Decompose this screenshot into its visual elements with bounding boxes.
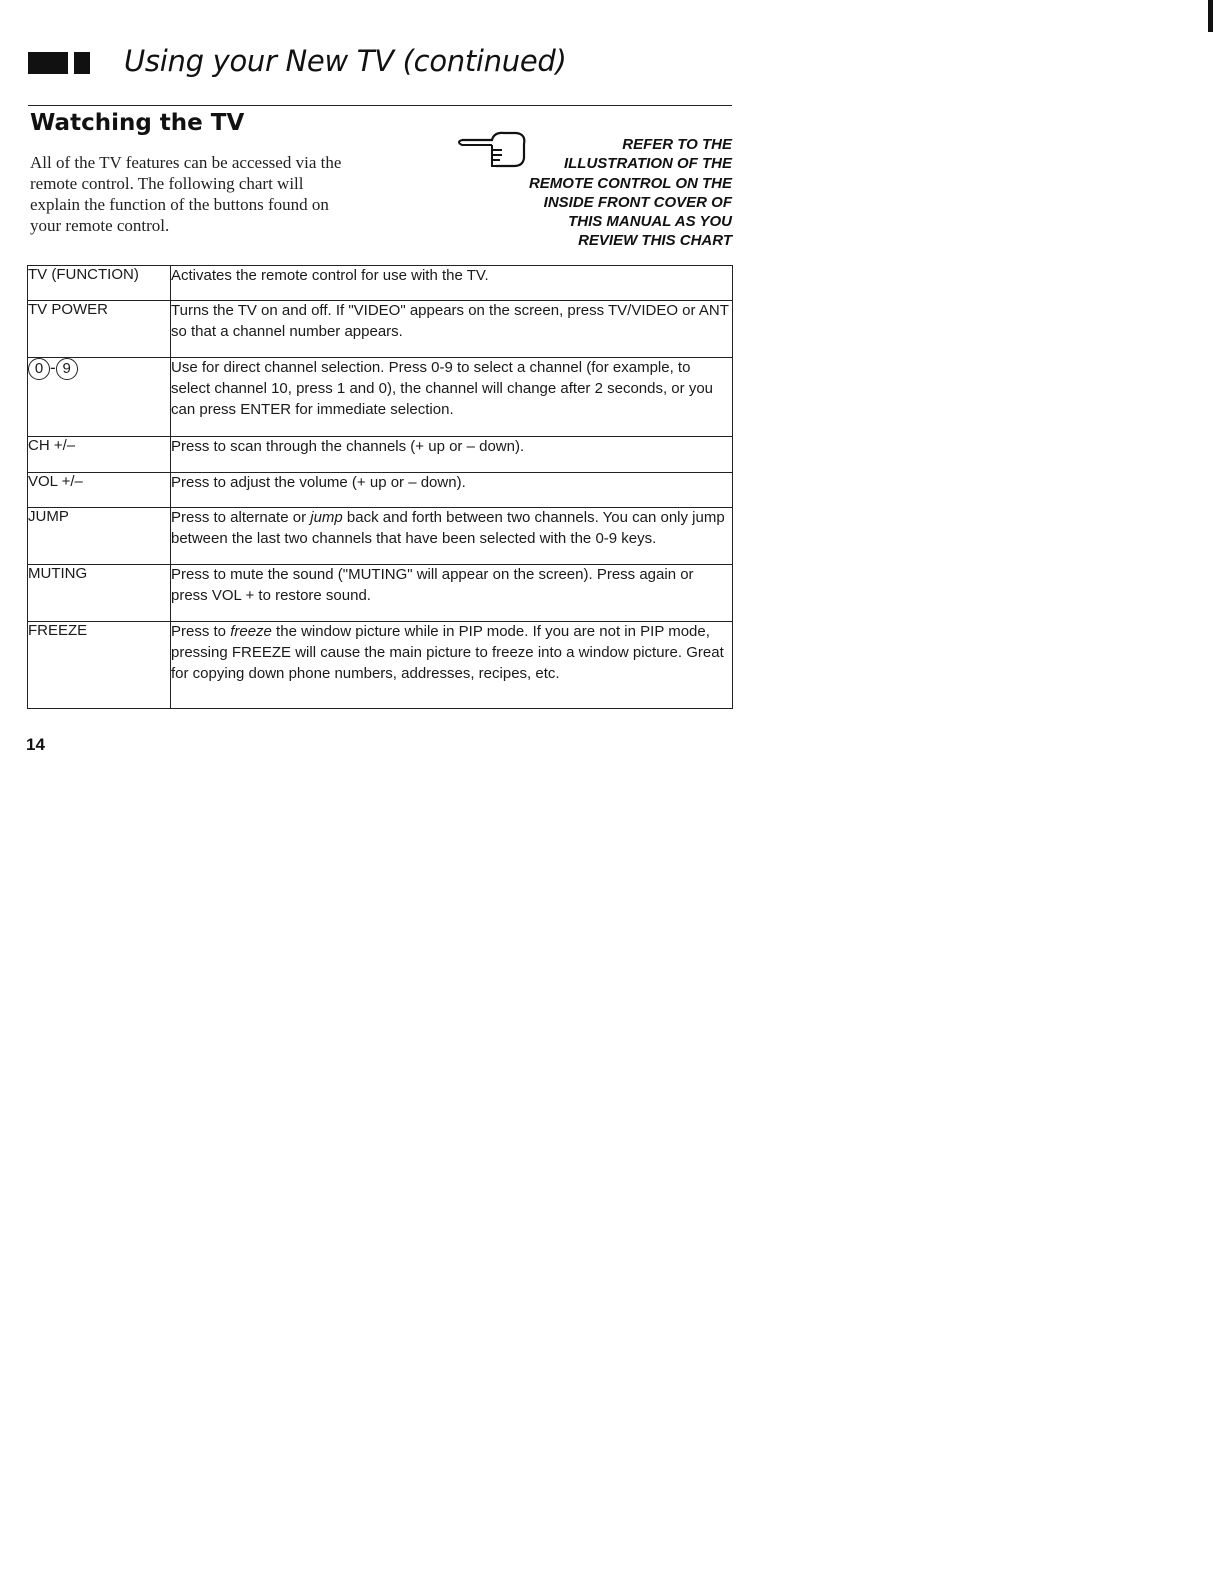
- note-line: THIS MANUAL AS YOU: [568, 213, 732, 231]
- table-row: [28, 473, 733, 508]
- table-row: [28, 266, 733, 301]
- table-row: [28, 301, 733, 358]
- button-name: VOL +/–: [28, 473, 171, 508]
- button-name: JUMP: [28, 508, 171, 565]
- intro-line: All of the TV features can be accessed via the: [30, 153, 342, 172]
- page-header-title: Using your New TV (continued): [124, 44, 567, 78]
- button-description: Use for direct channel selection. Press 0-9 to select a channel (for example, to select channel 10, press 1 and 0), the channel will change after 2 seconds, or you can press ENTER for immediate selection.: [171, 358, 733, 437]
- section-title: Watching the TV: [30, 110, 245, 136]
- digit-range-separator: -: [50, 358, 56, 377]
- desc-text: Press to alternate or: [171, 509, 311, 526]
- desc-text: back and forth between two channels. You can only jump between the last two channels that have been selected with the 0-9 keys.: [171, 509, 725, 547]
- note-line: ILLUSTRATION OF THE: [563, 155, 732, 173]
- marker-block-small: [74, 52, 90, 74]
- table-row: [28, 437, 733, 473]
- table-row: [28, 565, 733, 622]
- scan-edge-mark: [1208, 0, 1213, 32]
- button-name: [28, 358, 171, 437]
- note-line: REVIEW THIS CHART: [578, 232, 732, 250]
- button-name: TV POWER: [28, 301, 171, 358]
- table-row: [28, 508, 733, 565]
- intro-line: explain the function of the buttons found on: [30, 195, 329, 214]
- desc-text: the window picture while in PIP mode. If you are not in PIP mode, pressing FREEZE will cause the main picture to freeze into a window picture. Great for copying down phone numbers, addresses, recipes, etc.: [171, 623, 724, 682]
- note-line: INSIDE FRONT COVER OF: [543, 193, 732, 211]
- header-rule: [28, 105, 732, 106]
- button-description: Press to scan through the channels (+ up or – down).: [171, 437, 733, 473]
- marker-block-large: [28, 52, 68, 74]
- table-row: [28, 358, 733, 437]
- intro-paragraph: [30, 152, 410, 236]
- table-row: [28, 622, 733, 709]
- button-description: Press to adjust the volume (+ up or – down).: [171, 473, 733, 508]
- remote-buttons-table: [27, 265, 733, 709]
- page-number: 14: [26, 735, 45, 754]
- button-name: MUTING: [28, 565, 171, 622]
- button-description: Press to mute the sound ("MUTING" will appear on the screen). Press again or press VOL + to restore sound.: [171, 565, 733, 622]
- digit-0-icon: 0: [28, 358, 50, 380]
- note-line: REMOTE CONTROL ON THE: [528, 174, 732, 192]
- button-description: [171, 508, 733, 565]
- button-name: FREEZE: [28, 622, 171, 709]
- reference-note: [480, 135, 732, 251]
- desc-emphasis: jump: [310, 509, 343, 526]
- button-name: CH +/–: [28, 437, 171, 473]
- button-name: TV (FUNCTION): [28, 266, 171, 301]
- section-marker-icon: [28, 52, 92, 74]
- digit-9-icon: 9: [56, 358, 78, 380]
- desc-text: Press to: [171, 623, 231, 640]
- desc-emphasis: freeze: [230, 623, 272, 640]
- button-description: Turns the TV on and off. If "VIDEO" appears on the screen, press TV/VIDEO or ANT so that a channel number appears.: [171, 301, 733, 358]
- intro-line: your remote control.: [30, 216, 170, 235]
- button-description: [171, 622, 733, 709]
- button-description: Activates the remote control for use with the TV.: [171, 266, 733, 301]
- digit-keys-icon: [28, 358, 78, 380]
- intro-line: remote control. The following chart will: [30, 174, 304, 193]
- note-line: REFER TO THE: [622, 136, 732, 153]
